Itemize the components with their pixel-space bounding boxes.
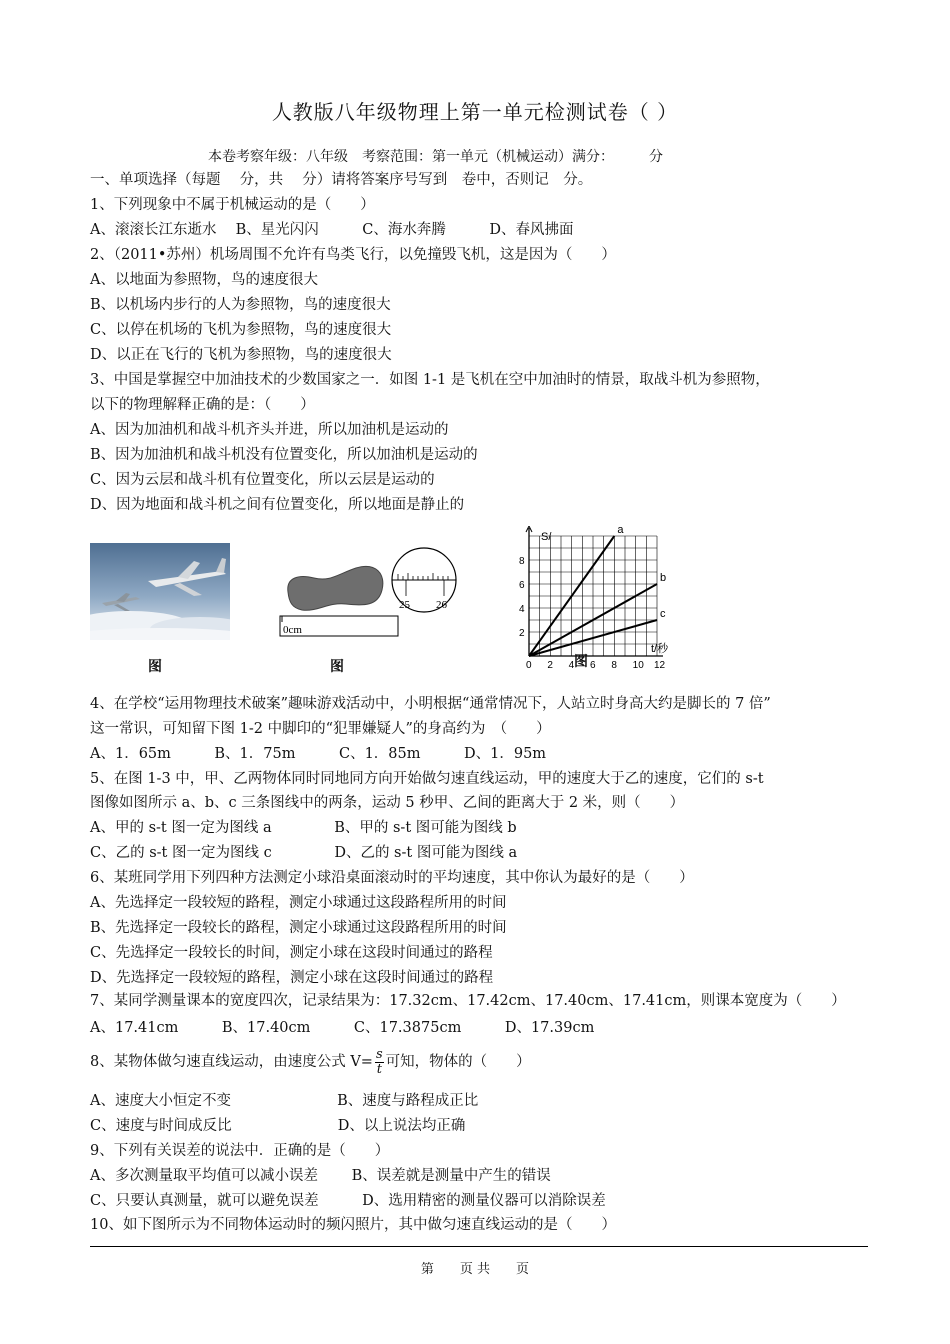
q10-stem: 10、如下图所示为不同物体运动时的频闪照片，其中做匀速直线运动的是（ ） xyxy=(90,1217,616,1233)
q9-options-ab: A、多次测量取平均值可以减小误差 B、误差就是测量中产生的错误 xyxy=(90,1168,551,1184)
y-tick-label: 8 xyxy=(519,556,525,567)
y-tick-label: 6 xyxy=(519,580,525,591)
x-tick-label: 2 xyxy=(547,660,553,671)
q5-options-cd: C、乙的 s-t 图一定为图线 c D、乙的 s-t 图可能为图线 a xyxy=(90,845,518,861)
q3-option-a: A、因为加油机和战斗机齐头并进，所以加油机是运动的 xyxy=(90,422,449,438)
x-tick-label: 6 xyxy=(590,660,596,671)
q5-stem-line1: 5、在图 1-3 中，甲、乙两物体同时同地同方向开始做匀速直线运动，甲的速度大于乙的速度，它们的 s-t xyxy=(90,771,764,787)
q2-option-d: D、以正在飞行的飞机为参照物，鸟的速度很大 xyxy=(90,347,392,363)
magnifier-tick-26: 26 xyxy=(436,599,447,611)
q3-stem-line2: 以下的物理解释正确的是：（ ） xyxy=(90,397,315,413)
q7-options: A、17.41cm B、17.40cm C、17.3875cm D、17.39cm xyxy=(90,1020,595,1036)
q3-stem-line1: 3、中国是掌握空中加油技术的少数国家之一．如图 1-1 是飞机在空中加油时的情景，取战斗机为参照物， xyxy=(90,372,770,388)
figure-1-label: 图 xyxy=(148,659,162,675)
q6-option-c: C、先选择定一段较长的时间，测定小球在这段时间通过的路程 xyxy=(90,945,493,961)
figure-3-label: 图 xyxy=(574,654,588,670)
q2-option-b: B、以机场内步行的人为参照物，鸟的速度很大 xyxy=(90,297,391,313)
q8-options-ab: A、速度大小恒定不变 B、速度与路程成正比 xyxy=(90,1093,479,1109)
y-axis-label: S/ xyxy=(541,531,552,543)
exam-subtitle: 本卷考察年级：八年级 考察范围：第一单元（机械运动）满分： 分 xyxy=(208,149,663,165)
q6-option-a: A、先选择定一段较短的路程，测定小球通过这段路程所用的时间 xyxy=(90,895,507,911)
q1-stem: 1、下列现象中不属于机械运动的是（ ） xyxy=(90,197,375,213)
q3-option-d: D、因为地面和战斗机之间有位置变化，所以地面是静止的 xyxy=(90,497,465,513)
q9-stem: 9、下列有关误差的说法中．正确的是（ ） xyxy=(90,1143,390,1159)
q4-stem-line2: 这一常识，可知留下图 1-2 中脚印的“犯罪嫌疑人”的身高约为 （ ） xyxy=(90,721,551,737)
q3-option-c: C、因为云层和战斗机有位置变化，所以云层是运动的 xyxy=(90,472,435,488)
q6-option-b: B、先选择定一段较长的路程，测定小球通过这段路程所用的时间 xyxy=(90,920,507,936)
series-label-c: c xyxy=(660,608,666,620)
footprint-ruler-figure xyxy=(278,540,463,642)
q6-stem: 6、某班同学用下列四种方法测定小球沿桌面滚动时的平均速度，其中你认为最好的是（ ） xyxy=(90,870,694,886)
ruler-zero-label: 0cm xyxy=(283,624,302,636)
q2-option-c: C、以停在机场的飞机为参照物，鸟的速度很大 xyxy=(90,322,392,338)
q6-option-d: D、先选择定一段较短的路程，测定小球在这段时间通过的路程 xyxy=(90,970,494,986)
chart-axes xyxy=(526,526,663,656)
footprint-shape xyxy=(288,566,383,610)
q1-options: A、滚滚长江东逝水 B、星光闪闪 C、海水奔腾 D、春风拂面 xyxy=(90,222,574,238)
q8-stem xyxy=(90,1044,531,1080)
q5-options-ab: A、甲的 s-t 图一定为图线 a B、甲的 s-t 图可能为图线 b xyxy=(90,820,517,836)
q8-stem-post: 可知，物体的（ ） xyxy=(385,1054,531,1070)
page-title: 人教版八年级物理上第一单元检测试卷（ ） xyxy=(271,100,679,124)
x-tick-label: 10 xyxy=(632,660,644,671)
fraction-denominator: t xyxy=(376,1061,382,1077)
q7-stem: 7、某同学测量课本的宽度四次，记录结果为：17.32cm、17.42cm、17.40cm、17.41cm，则课本宽度为（ ） xyxy=(90,993,846,1009)
q3-option-b: B、因为加油机和战斗机没有位置变化，所以加油机是运动的 xyxy=(90,447,478,463)
q8-stem-pre: 8、某物体做匀速直线运动，由速度公式 V= xyxy=(90,1054,373,1070)
section-heading: 一、单项选择（每题 分，共 分）请将答案序号写到 卷中，否则记 分。 xyxy=(90,172,593,188)
s-t-chart xyxy=(505,526,695,676)
x-axis-label: t/秒 xyxy=(651,643,669,655)
footer-divider xyxy=(90,1246,868,1247)
q9-options-cd: C、只要认真测量，就可以避免误差 D、选用精密的测量仪器可以消除误差 xyxy=(90,1193,606,1209)
series-label-a: a xyxy=(617,526,624,536)
page-footer: 第 页 共 页 xyxy=(420,1262,530,1277)
y-tick-label: 4 xyxy=(519,604,525,615)
q8-options-cd: C、速度与时间成反比 D、以上说法均正确 xyxy=(90,1118,466,1134)
x-tick-label: 0 xyxy=(526,660,532,671)
fraction-numerator: s xyxy=(375,1046,383,1062)
q2-option-a: A、以地面为参照物，鸟的速度很大 xyxy=(90,272,318,288)
x-tick-label: 8 xyxy=(611,660,617,671)
q4-stem-line1: 4、在学校“运用物理技术破案”趣味游戏活动中，小明根据“通常情况下，人站立时身高大约是脚长的 7 倍” xyxy=(90,696,771,712)
q5-stem-line2: 图像如图所示 a、b、c 三条图线中的两条，运动 5 秒甲、乙间的距离大于 2 米，则（ ） xyxy=(90,795,685,811)
series-label-b: b xyxy=(660,572,667,584)
refueling-photo xyxy=(90,543,230,640)
q2-stem: 2、（2011•苏州）机场周围不允许有鸟类飞行，以免撞毁飞机，这是因为（ ） xyxy=(90,247,616,263)
figure-2-label: 图 xyxy=(330,659,344,675)
x-tick-label: 4 xyxy=(568,660,575,671)
y-tick-label: 2 xyxy=(519,628,525,639)
velocity-formula-fraction xyxy=(375,1048,384,1077)
q4-options: A、1．65m B、1．75m C、1．85m D、1．95m xyxy=(90,746,547,762)
x-tick-label: 12 xyxy=(654,660,666,671)
magnifier-tick-25: 25 xyxy=(399,599,410,611)
